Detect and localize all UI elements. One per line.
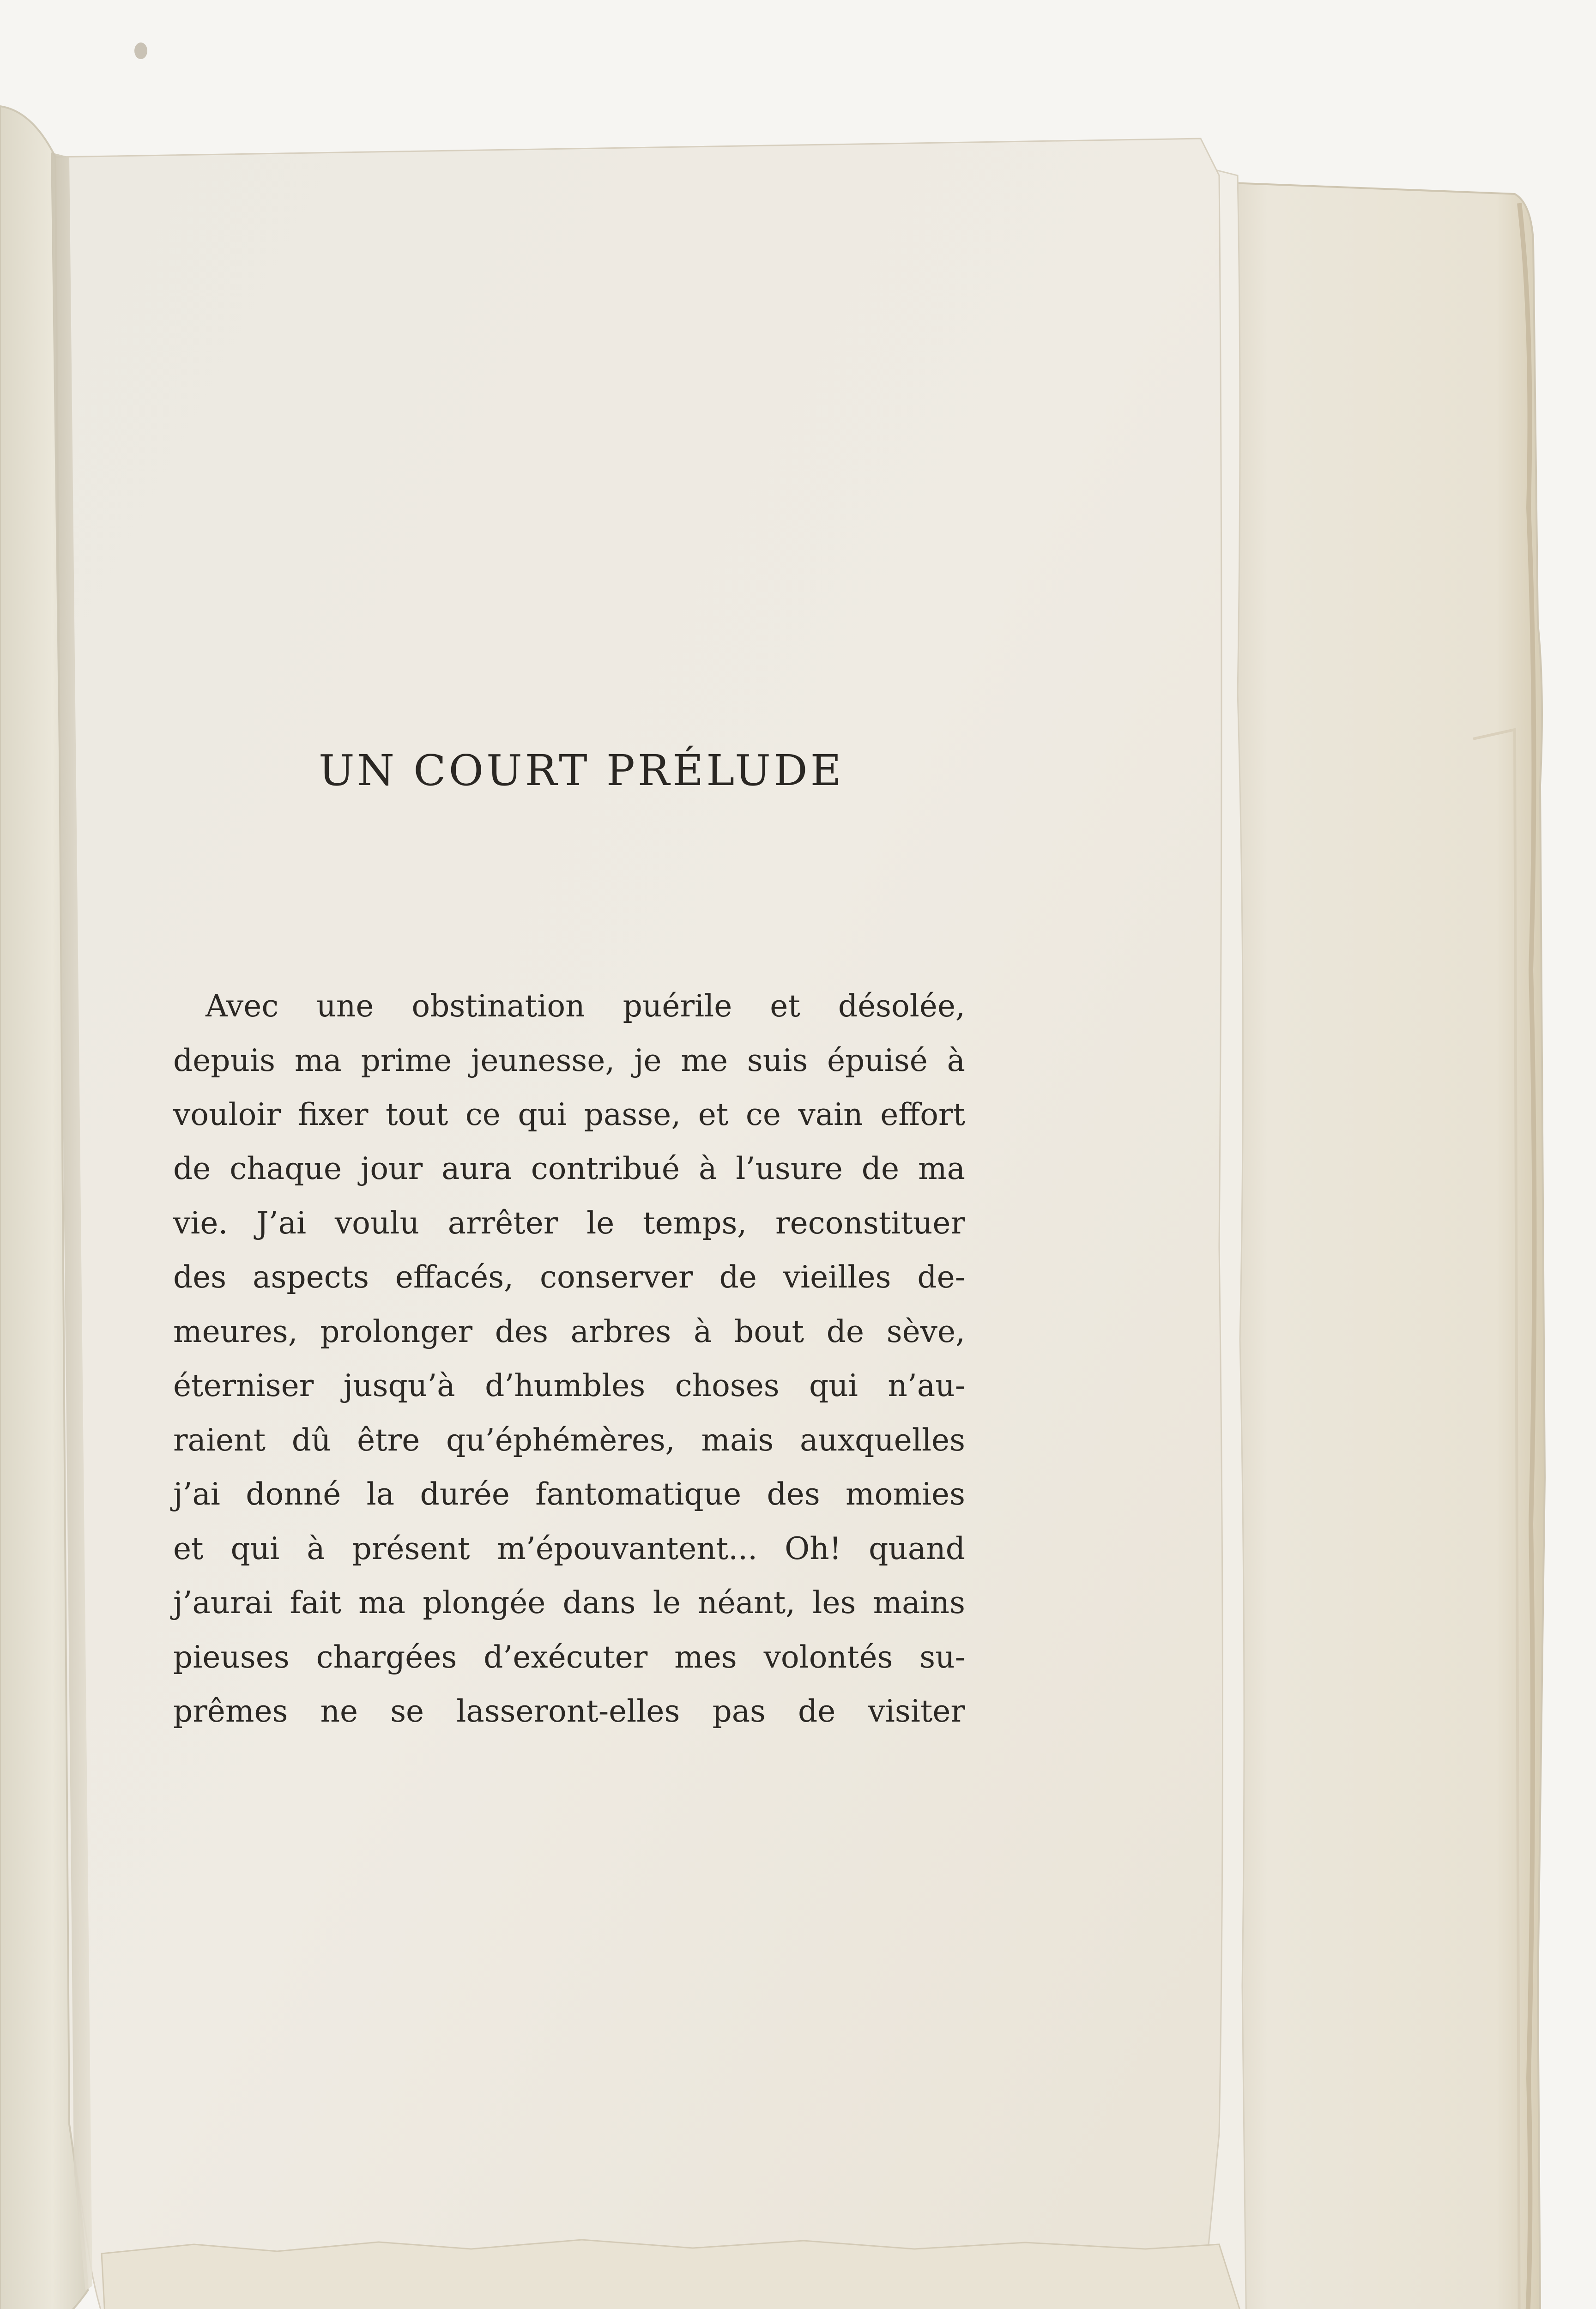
paragraph-line: Avec une obstination puérile et désolée,	[206, 988, 965, 1024]
paragraph-line: raient dû être qu’éphémères, mais auxquelles	[173, 1422, 965, 1458]
paragraph-line: pieuses chargées d’exécuter mes volontés su-	[173, 1639, 965, 1675]
paragraph-line: meures, prolonger des arbres à bout de sève,	[173, 1314, 965, 1349]
paragraph-line: des aspects effacés, conserver de vieilles de-	[173, 1259, 965, 1295]
paragraph-line: vouloir fixer tout ce qui passe, et ce vain effort	[173, 1097, 965, 1132]
paragraph-line: éterniser jusqu’à d’humbles choses qui n’au-	[173, 1368, 965, 1403]
paragraph-line: vie. J’ai voulu arrêter le temps, reconstituer	[173, 1205, 965, 1241]
paragraph-line: de chaque jour aura contribué à l’usure de ma	[173, 1151, 965, 1186]
chapter-title: UN COURT PRÉLUDE	[319, 746, 844, 795]
paragraph-line: et qui à présent m’épouvantent... Oh! quand	[173, 1531, 965, 1566]
paragraph-line: j’ai donné la durée fantomatique des momies	[173, 1476, 965, 1512]
paragraph-line: j’aurai fait ma plongée dans le néant, les mains	[173, 1585, 965, 1620]
paragraph-line: depuis ma prime jeunesse, je me suis épuisé à	[173, 1043, 965, 1078]
paragraph-line: prêmes ne se lasseront-elles pas de visiter	[173, 1693, 965, 1729]
